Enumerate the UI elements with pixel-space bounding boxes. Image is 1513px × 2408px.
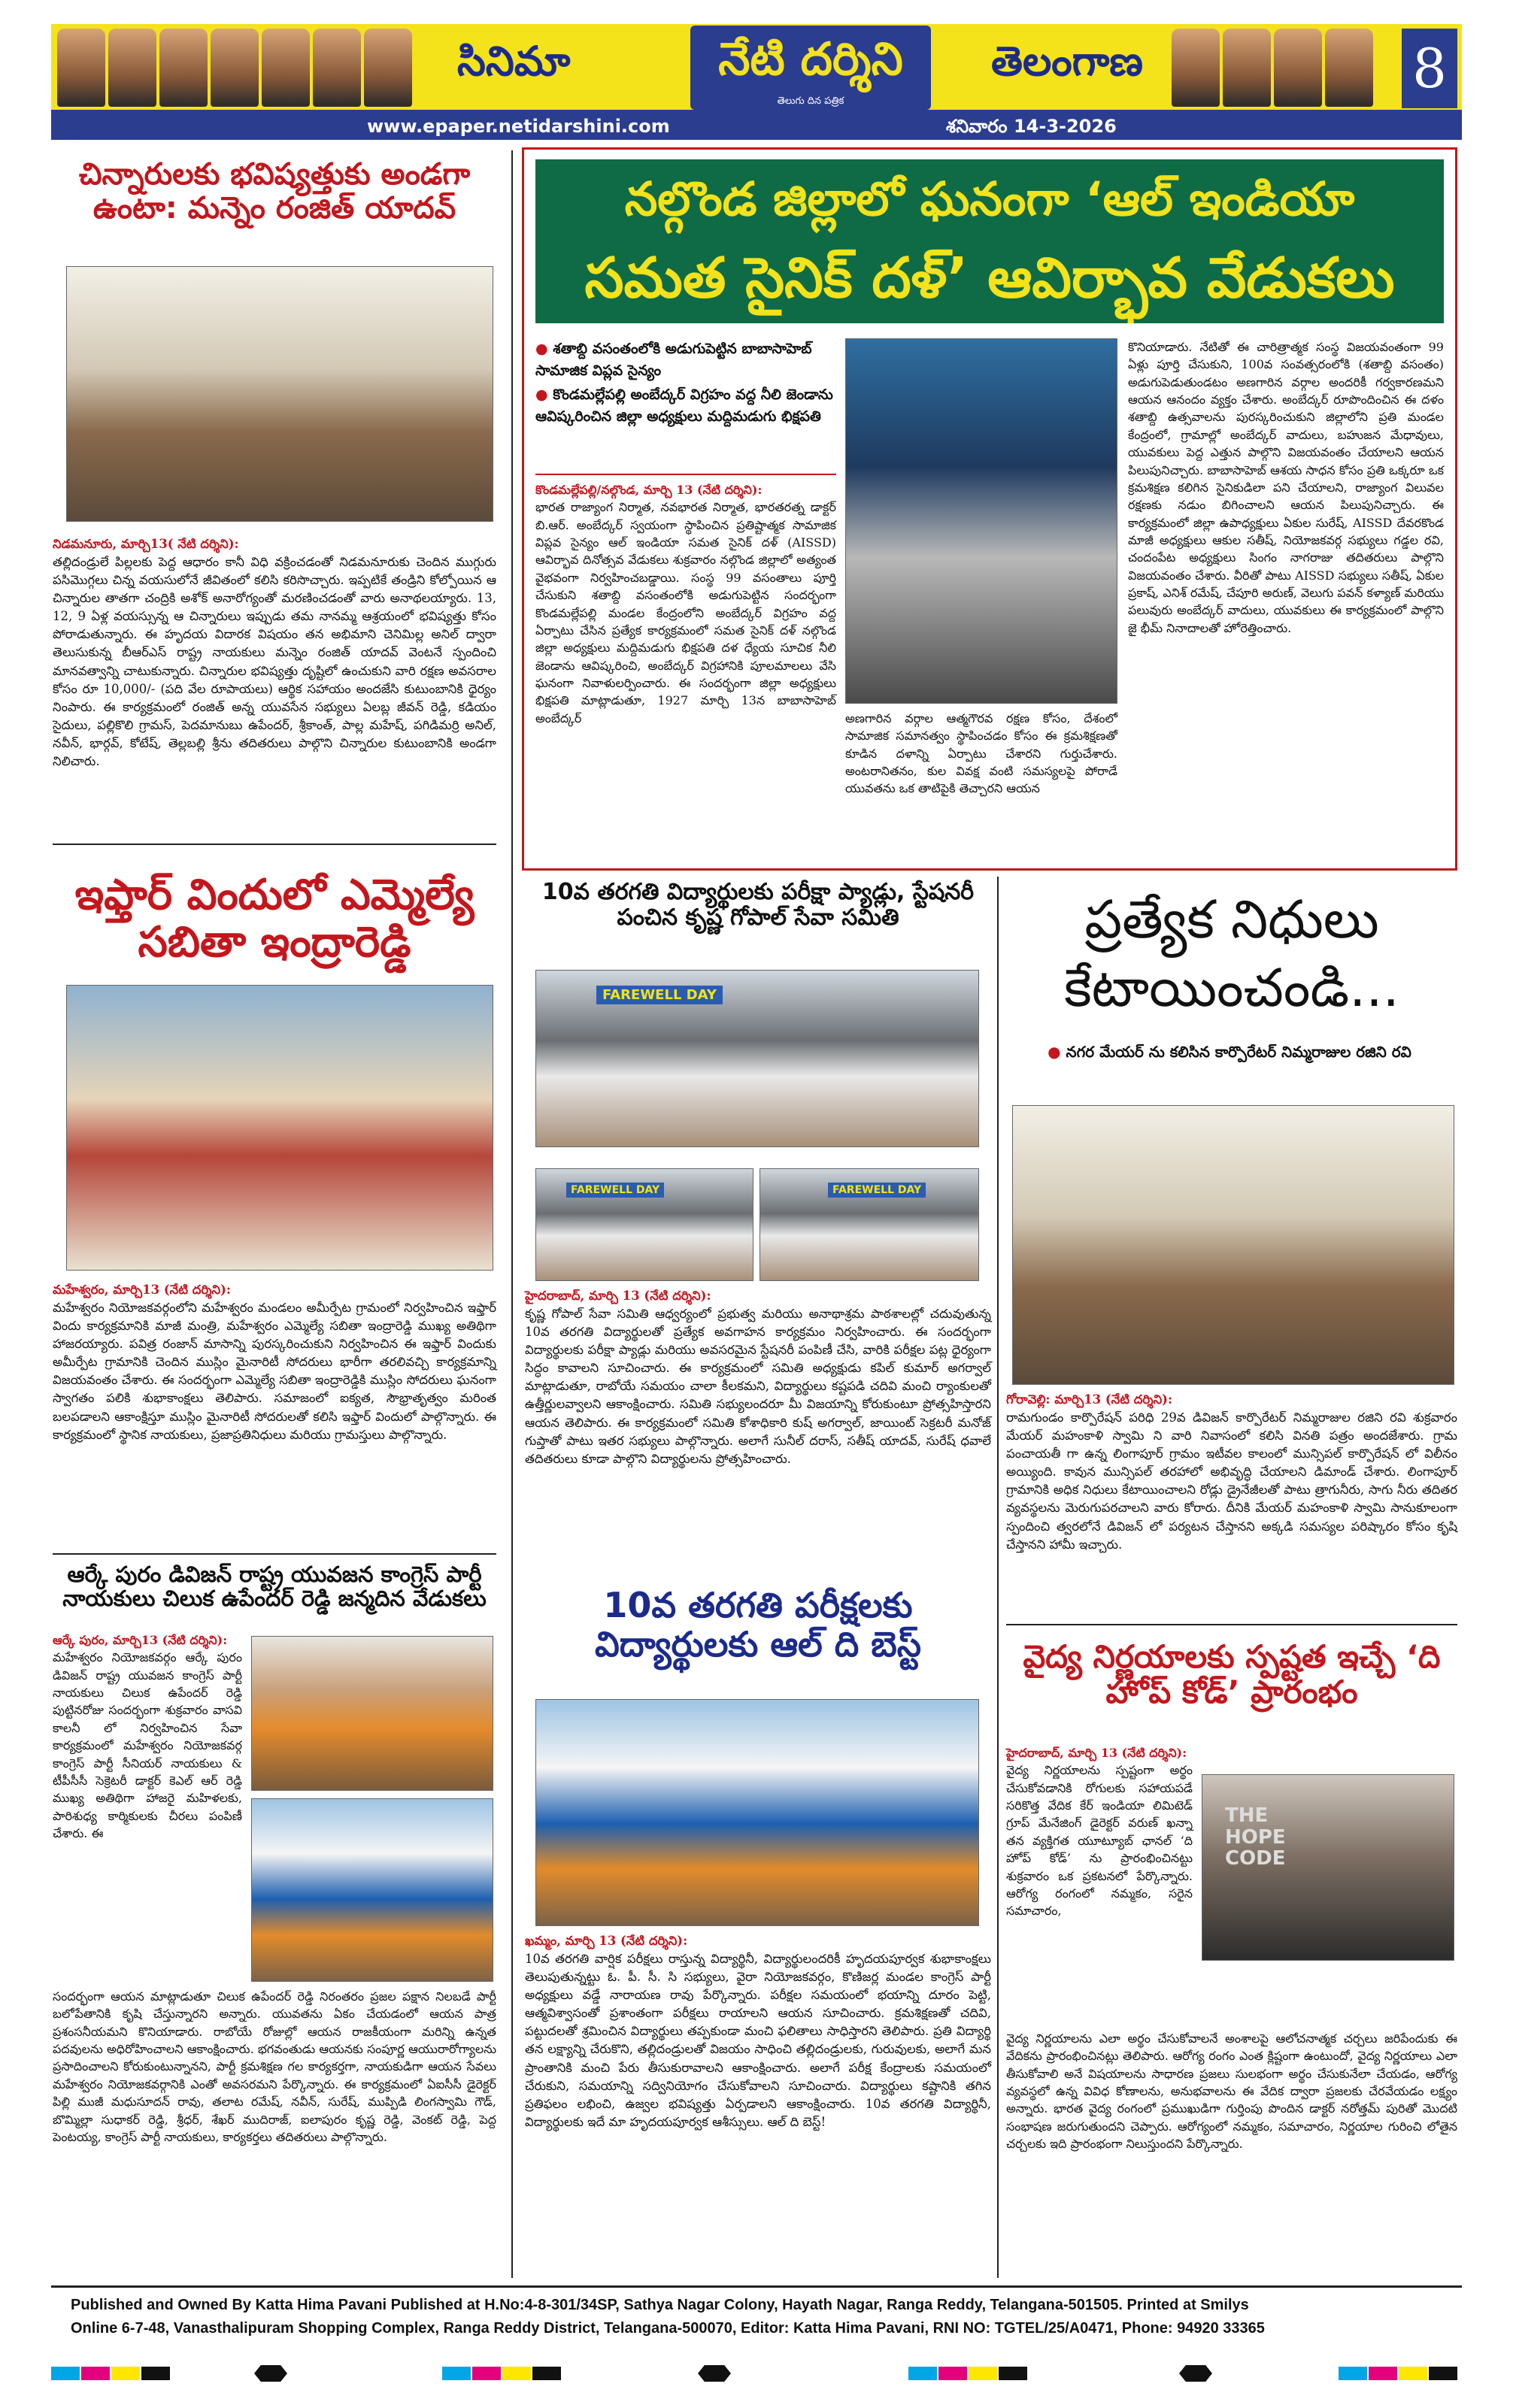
portrait-image (57, 29, 105, 107)
portrait-image (1274, 29, 1322, 107)
sub-point: ● కొండమల్లేపల్లి అంబేద్కర్ విగ్రహం వద్ద నీలి జెండాను ఆవిష్కరించిన జిల్లా అధ్యక్షులు మద్దిమడుగు భిక్షపతి (535, 386, 833, 425)
right-story2-headline: వైద్య నిర్ణయాలకు స్పష్టత ఇచ్చే ‘ది హోప్ కోడ్’ ప్రారంభం (1023, 1638, 1441, 1711)
website-url[interactable]: www.epaper.netidarshini.com (367, 116, 670, 137)
right-story2-photo (1202, 1774, 1454, 1961)
column-divider (511, 150, 513, 2278)
registration-diamond-icon (1179, 2365, 1212, 2382)
lead-headline-line2: సమత సైనిక్ దళ్’ ఆవిర్భావ వేడుకలు (584, 246, 1395, 310)
dateline: హైదరాబాద్, మార్చి 13 (నేటి దర్శిని): (1006, 1746, 1187, 1760)
lead-photo-caption: అణగారిన వర్గాల ఆత్మగౌరవ రక్షణ కోసం, దేశంలో సామాజిక సమానత్వం స్థాపించడం కోసం ఈ క్రమశిక్షణతో కూడిన దళాన్ని ఏర్పాటు చేశారని గుర్తుచేశారు. అంటరానితనం, కుల వివక్ష వంటి సమస్యలపై పోరాడే యువతను ఒక తాటిపైకి తెచ్చారని ఆయన (845, 711, 1117, 796)
bullet-icon: ● (535, 386, 548, 403)
right-story1-photo (1012, 1105, 1454, 1385)
portrait-image (262, 29, 310, 107)
mid-story2-body (525, 1932, 991, 2131)
black-swatch (141, 2367, 170, 2380)
farewell-banner: FAREWELL DAY (566, 1183, 664, 1198)
article-text: తల్లిదండ్రులే పిల్లలకు పెద్ద ఆధారం కానీ విధి వక్రించడంతో నిడమనూరుకు చెందిన ముగ్గురు పసిమొగ్గలు చిన్న వయసులోనే జీవితంలో కలిసి కరిసొచ్చారు. ఇప్పటికే తండ్రిని కోల్పోయిన ఆ చిన్నారుల తాతగా చంద్రికి అశోక్ అనారోగ్యంతో మరణించడంతో వారు అనాథలయ్యారు. 13, 12, 9 ఏళ్ల వయస్సున్న ఆ చిన్నారులు ఇప్పుడు తమ నానమ్మ ఆశ్రయంలో భవిష్యత్తు కోసం పోరాడుతున్నారు. ఈ హృదయ విదారక విషయం తన అభిమాని చెనిమిల్ల అనిల్ ద్వారా తెలుసుకున్న బీఆర్ఎస్ రాష్ట్ర నాయకులు మన్నెం రంజిత్ యాదవ్ వెంటనే స్పందించి మానవత్వాన్ని చాటుకున్నారు. చిన్నారుల భవిష్యత్తు దృష్టిలో ఉంచుకుని వారి రక్షణ అవసరాల కోసం రూ 10,000/- (పది వేల రూపాయలు) ఆర్థిక సహాయం అందజేసి కుటుంబానికి ధైర్యం నింపారు. ఈ కార్యక్రమంలో రంజిత్ అన్న యువసేన సభ్యులు ఏలబ్ల జీవన్ రెడ్డి, కడియం సైదులు, పల్లికొలి గ్రామస్, పెదమానుబు ఉపేందర్, శ్రీకాంత్, పాల్ల మహేష్, పగిడిమర్రి అనిల్, నవీన్, భార్గవ్, కోటేష్, తెల్లబల్లి శ్రీను తదితరులు పాల్గొని చిన్నారుల కుటుంబానికి అండగా నిలిచారు. (53, 555, 496, 768)
cyan-swatch (51, 2367, 80, 2380)
yellow-swatch (111, 2367, 140, 2380)
bullet-icon: ● (535, 341, 548, 357)
divider (1006, 1624, 1457, 1625)
dateline: ఖమ్మం, మార్చి 13 (నేటి దర్శిని): (525, 1934, 688, 1948)
left-story2-headline: ఇఫ్తార్ విందులో ఎమ్మెల్యే సబితా ఇంద్రారెడ్డి (74, 871, 475, 967)
farewell-banner: FAREWELL DAY (596, 986, 723, 1004)
left-story1-photo (66, 266, 493, 522)
dateline: నిడమనూరు, మార్చి13( నేటి దర్శిని): (53, 537, 239, 551)
mid-story2-photo (535, 1699, 979, 1926)
dateline: గోరావెల్లి: మార్చి13 (నేటి దర్శిని): (1006, 1392, 1173, 1407)
article-text: మహేశ్వరం నియోజకవర్గం ఆర్కే పురం డివిజన్ రాష్ట్ర యువజన కాంగ్రెస్ పార్టీ నాయకులు చిలుక ఉపేందర్ రెడ్డి పుట్టినరోజు సందర్భంగా శుక్రవారం వాసవి కాలనీ లో నిర్వహించిన సేవా కార్యక్రమంలో మహేశ్వరం నియోజకవర్గ కాంగ్రెస్ పార్టీ సీనియర్ నాయకులు & టీపీసీసీ సెక్రెటరీ డాక్టర్ కెఎల్ ఆర్ రెడ్డి ముఖ్య అతిథిగా హాజరై మహిళలకు, పారిశుధ్య కార్మికులకు చీరలు పంపిణీ చేశారు. ఈ (53, 1650, 242, 1840)
right-story1-subpoint: ● నగర మేయర్ ను కలిసిన కార్పొరేటర్ నిమ్మరాజుల రజిని రవి (1048, 1043, 1411, 1061)
black-swatch (1429, 2367, 1457, 2380)
mid-story1-photo-right (760, 1168, 979, 1281)
right-story2-body-narrow (1006, 1744, 1193, 1920)
lead-story-photo (845, 338, 1117, 704)
mid-story1-headline: 10వ తరగతి విద్యార్థులకు పరీక్షా ప్యాడ్లు, స్టేషనరీ పంచిన కృష్ణ గోపాల్ సేవా సమితి (541, 879, 975, 931)
magenta-swatch (81, 2367, 110, 2380)
article-text: రామగుండం కార్పొరేషన్ పరిధి 29వ డివిజన్ కార్పొరేటర్ నిమ్మరాజుల రజిని రవి శుక్రవారం మేయర్ మహంకాళి స్వామి ని వారి నివాసంలో కలిసి వినతి పత్రం అందజేశారు. గ్రామ పంచాయతీ గా ఉన్న లింగాపూర్ గ్రామం ఇటీవల కాలంలో మున్సిపల్ కార్పొరేషన్ లో విలీనం అయ్యింది. కావున మున్సిపల్ తరహాలో అభివృద్ధి చేయాలని డిమాండ్ చేశారు. లింగాపూర్ గ్రామానికి అధిక నిధులు కేటాయించాలని రోడ్లు డ్రైనేజీలతో పాటు త్రాగునీరు, సాగు నీరు తదితర వ్యవస్థలను మెరుగుపరచాలని వారు కోరారు. దీనికి మేయర్ మహంకాళి స్వామి సానుకూలంగా స్పందించి త్వరలోనే డివిజన్ లో పర్యటన చేస్తానని అక్కడి సమస్యల పరిష్కారం కోసం కృషి చేస్తానని హామీ ఇచ్చారు. (1006, 1410, 1457, 1552)
logo-tagline: తెలుగు దిన పత్రిక (777, 95, 844, 107)
left-story3-body-wide: సందర్భంగా ఆయన మాట్లాడుతూ చిలుక ఉపేందర్ రెడ్డి నిరంతరం ప్రజల పక్షాన నిలబడే పార్టీ బలోపేతానికి కృషి చేస్తున్నారని అన్నారు. యువతను ఏకం చేయడంలో ఆయన పాత్ర ప్రశంసనీయమని కొనియాడారు. రాబోయే రోజుల్లో ఆయన రాజకీయంగా మరిన్ని ఉన్నత పదవులను అధిరోహించాలని ఆకాంక్షించారు. భగవంతుడు ఆయనకు సంపూర్ణ ఆయురారోగ్యాలను ప్రసాదించాలని కోరుకుంటున్నానని, పార్టీ క్రమశిక్షణ గల కార్యకర్తగా, నాయకుడిగా ఆయన సేవలు మహేశ్వరం నియోజకవర్గానికి ఎంతో అవసరమని పేర్కొన్నారు. ఈ కార్యక్రమంలో ఏఐసీసీ డైరెక్టర్ పిల్లి ముజీ మధుసూదన్ రావు, తలాట రమేష్, నవీన్, సురేష్, ముప్పిడి లింగస్వామి గౌడ్, బొమ్మిల్లా సుధాకర్ రెడ్డి, శ్రీధర్, శేఖర్ ముదిరాజ్, ఐలాపురం కృష్ణ రెడ్డి, వెంకట్ రెడ్డి, పెద్ద పెంటయ్య, కాంగ్రెస్ పార్టీ నాయకులు, కార్యకర్తలు తదితరులు పాల్గొన్నారు. (53, 1989, 496, 2144)
portrait-image (159, 29, 208, 107)
article-text: వైద్య నిర్ణయాలను స్పష్టంగా అర్థం చేసుకోవడానికి రోగులకు సహాయపడే సరికొత్త వేదిక కేర్ ఇండియా లిమిటెడ్ గ్రూప్ మేనేజింగ్ డైరెక్టర్ వరుణ్ ఖన్నా తన వ్యక్తిగత యూట్యూబ్ ఛానల్ ‘ది హోప్ కోడ్’ ను ప్రారంభించినట్టు శుక్రవారం ఒక ప్రకటనలో పేర్కొన్నారు. ఆరోగ్య రంగంలో నమ్మకం, సరైన సమాచారం, (1006, 1763, 1193, 1919)
issue-date: శనివారం 14-3-2026 (946, 116, 1117, 137)
lead-headline-banner (535, 159, 1444, 323)
bullet-icon: ● (1048, 1043, 1061, 1061)
cyan-swatch (442, 2367, 471, 2380)
left-story2-photo (66, 985, 493, 1271)
left-story3-photo-bottom (251, 1798, 493, 1982)
yellow-swatch (1399, 2367, 1427, 2380)
newspaper-logo (690, 26, 931, 110)
divider (535, 474, 836, 475)
left-story1-headline: చిన్నారులకు భవిష్యత్తుకు అండగా ఉంటా: మన్నెం రంజిత్ యాదవ్ (78, 157, 471, 226)
left-story3-photo-top (251, 1636, 493, 1791)
article-text: కృష్ణ గోపాల్ సేవా సమితి ఆధ్వర్యంలో ప్రభుత్వ మరియు అనాథాశ్రమ పాఠశాలల్లో చదువుతున్న 10వ తరగతి విద్యార్థులతో ప్రత్యేక అవగాహన కార్యక్రమం నిర్వహించారు. ఈ సందర్భంగా విద్యార్థులకు పరీక్షా ప్యాడ్లు మరియు అవసరమైన స్టేషనరీ పంపిణీ చేసి, వారికి పరీక్షల పట్ల ధైర్యంగా సిద్ధం కావాలని సూచించారు. ఈ కార్యక్రమంలో సమితి అధ్యక్షుడు కపిల్ కుమార్ అగర్వాల్ మాట్లాడుతూ, రాబోయే సమయం చాలా కీలకమని, విద్యార్థులు కష్టపడి చదివి మంచి ర్యాంకులతో ఉత్తీర్ణులవ్వాలని ఆకాంక్షించారు. సమితి సభ్యులందరూ మీ విజయాన్ని కోరుకుంటూ ప్రోత్సహిస్తారని ఆయన తెలిపారు. ఈ కార్యక్రమంలో సమితి కోశాధికారి కుష్ అగర్వాల్, జాయింట్ సెక్రటరీ మనోజ్ గుప్తాతో పాటు ఇతర సభ్యులు పాల్గొన్నారు. అలాగే సునీల్ దరాస్, సతీష్ యాదవ్, సురేష్ ధవాలే తదితరులు కూడా పాల్గొని విద్యార్థులను ప్రోత్సహించారు. (525, 1307, 991, 1466)
left-story3-body-narrow (53, 1631, 242, 1842)
mid-story2-headline: 10వ తరగతి పరీక్షలకు విద్యార్థులకు ఆల్ ది బెస్ట్ (595, 1585, 921, 1664)
right-story2-body-wide: వైద్య నిర్ణయాలను ఎలా అర్థం చేసుకోవాలనే అంశాలపై ఆలోచనాత్మక చర్చలు జరిపేందుకు ఈ వేదికను ప్రారంభించినట్లు తెలిపారు. ఆరోగ్య రంగం ఎంత క్లిష్టంగా ఉంటుందో, వైద్య నిర్ణయాలు ఎలా తీసుకోవాలి అనే విషయాలను సాధారణ ప్రజలు సులభంగా అర్థం చేసుకునేలా చేయడం, ఆరోగ్య వ్యవస్థలో ఉన్న వివిధ కోణాలను, అనుభవాలను ఈ వేదిక ద్వారా ప్రజలకు చేరవేయడం లక్ష్యం అన్నారు. భారత వైద్య రంగంలో ప్రముఖుడిగా గుర్తింపు పొందిన డాక్టర్ నరోత్తమ్ పురితో మొదటి సంభాషణ జరుగుతుందని చెప్పారు. ఆరోగ్యంలో నమ్మకం, సమాచారం, నిర్ణయాల గురించి లోతైన చర్చలకు ఇది ప్రారంభంగా నిలుస్తుందని పేర్కొన్నారు. (1006, 2031, 1457, 2152)
article-text: భారత రాజ్యాంగ నిర్మాత, నవభారత నిర్మాత, భారతరత్న డాక్టర్ బి.ఆర్. అంబేద్కర్ స్వయంగా స్థాపించిన ప్రతిష్టాత్మక సామాజిక విప్లవ సైన్యం ఆల్ ఇండియా సమత సైనిక్ దళ్ (AISSD) ఆవిర్భావ దినోత్సవ వేడుకలు శుక్రవారం నల్గొండ జిల్లాలో అత్యంత వైభవంగా నిర్వహించబడ్డాయి. సంస్థ 99 వసంతాలు పూర్తి చేసుకుని శతాబ్ది వసంతంలోకి అడుగుపెట్టిన సందర్భంగా కొండమల్లేపల్లి మండల కేంద్రంలోని అంబేద్కర్ విగ్రహం వద్ద ఏర్పాటు చేసిన ప్రత్యేక కార్యక్రమంలో సమత సైనిక్ దళ్ నల్గొండ జిల్లా అధ్యక్షులు మద్దిమడుగు భిక్షపతి దళ ధ్యేయ సూచిక నీలి జెండాను ఆవిష్కరించి, అంబేద్కర్ విగ్రహానికి పూలమాలలు వేసి ఘనంగా నివాళులర్పించారు. ఈ సందర్భంగా జిల్లా అధ్యక్షులు భిక్షపతి మాట్లాడుతూ, 1927 మార్చి 13న బాబాసాహెబ్ అంబేద్కర్ (535, 500, 836, 725)
divider (53, 1553, 496, 1555)
mid-story1-body (525, 1287, 991, 1468)
portrait-image (1223, 29, 1271, 107)
mid-story1-photo-main (535, 970, 979, 1147)
black-swatch (532, 2367, 561, 2380)
cyan-swatch (908, 2367, 937, 2380)
magenta-swatch (472, 2367, 501, 2380)
portrait-image (364, 29, 412, 107)
sub-point: ● శతాబ్ది వసంతంలోకి అడుగుపెట్టిన బాబాసాహెబ్ సామాజిక విప్లవ సైన్యం (535, 341, 812, 379)
yellow-swatch (502, 2367, 531, 2380)
portrait-image (1172, 29, 1220, 107)
section-label-cinema: సినిమా (457, 38, 571, 85)
hope-code-sign: THE HOPE CODE (1225, 1804, 1286, 1870)
left-story3-headline: ఆర్కే పురం డివిజన్ రాష్ట్ర యువజన కాంగ్రెస్ పార్టీ నాయకులు చిలుక ఉపేందర్ రెడ్డి జన్మదిన వేడుకలు (62, 1561, 487, 1612)
lead-col1-body (535, 481, 836, 727)
masthead (51, 24, 1462, 113)
dateline: ఆర్కే పురం, మార్చి13 (నేటి దర్శిని): (53, 1633, 228, 1647)
farewell-banner: FAREWELL DAY (828, 1183, 926, 1198)
mid-story1-photo-left (535, 1168, 753, 1281)
section-label-telangana: తెలంగాణ (991, 38, 1144, 85)
portrait-image (1325, 29, 1373, 107)
left-story2-body (53, 1281, 496, 1444)
portrait-image (313, 29, 361, 107)
registration-marks (51, 2367, 1462, 2389)
column-divider (997, 877, 999, 2278)
yellow-swatch (969, 2367, 997, 2380)
imprint-footer (51, 2285, 1462, 2353)
logo-text: నేటి దర్శిని (718, 33, 903, 86)
dateline: మహేశ్వరం, మార్చి13 (నేటి దర్శిని): (53, 1283, 232, 1297)
imprint-line: Online 6-7-48, Vanasthalipuram Shopping Complex, Ranga Reddy District, Telangana-500070, Editor: Katta Hima Pavani, RNI NO: TGTEL/25/A0471, Phone: 94920 33365 (71, 2320, 1265, 2337)
article-text: 10వ తరగతి వార్షిక పరీక్షలు రాస్తున్న విద్యార్థినీ, విద్యార్థులందరికీ హృదయపూర్వక శుభాకాంక్షలు తెలుపుతున్నట్టు ఓ. పీ. సీ. సి సభ్యులు, వైరా నియోజకవర్గం, కొణిజర్ల మండల కాంగ్రెస్ పార్టీ అధ్యక్షులు వడ్డే నారాయణ రావు పేర్కొన్నారు. పరీక్షల సమయంలో భయాన్ని దూరం పెట్టి, ఆత్మవిశ్వాసంతో ప్రశాంతంగా పరీక్షలు రాయాలని ఆయన సూచించారు. క్రమశిక్షణతో చదివి, పట్టుదలతో శ్రమించిన విద్యార్థులు తప్పకుండా మంచి ఫలితాలు సాధిస్తారని తెలిపారు. ప్రతి విద్యార్థి తన లక్ష్యాన్ని చేరుకొని, తల్లిదండ్రులతో విజయం సాధించి తల్లిదండ్రులకు, గురువులకు, అలాగే మన ప్రాంతానికి మంచి పేరు తీసుకురావాలని ఆకాంక్షించారు. అలాగే పరీక్ష కేంద్రాలకు సమయంలో చేరుకుని, సమయాన్ని సద్వినియోగం చేసుకోవాలని సూచించారు. విద్యార్థులు కష్టానికి తగిన ప్రతిఫలం లభించి, ఉజ్వల భవిష్యత్తు ఏర్పడాలని ఆకాంక్షించారు. 10వ తరగతి విద్యార్థినీ, విద్యార్థులకు ఇదే మా హృదయపూర్వక ఆశీస్సులు. ఆల్ ది బెస్ట్! (525, 1952, 991, 2129)
lead-sub-points (535, 338, 836, 427)
left-story1-body (53, 535, 496, 771)
page-number: 8 (1402, 29, 1457, 108)
lead-col3-body: కొనియాడారు. నేటితో ఈ చారిత్రాత్మక సంస్థ విజయవంతంగా 99 ఏళ్లు పూర్తి చేసుకుని, 100వ సంవత్సరంలోకి (శతాబ్ది వసంతం) అడుగుపెడుతుండటం అణగారిన వర్గాల అందరికీ గర్వకారణమని ఆయన ఆనందం వ్యక్తం చేశారు. అంబేద్కర్ రూపొందించిన ఈ దళం శతాబ్ది ఉత్సవాలను పురస్కరించుకుని జిల్లాలోని ప్రతి మండల కేంద్రంలో, గ్రామాల్లో అంబేద్కర్ వాదులు, బహుజన మేధావులు, యువకులు పెద్ద ఎత్తున పాల్గొని విజయవంతం చేయాలని ఆయన పిలుపునిచ్చారు. బాబాసాహెబ్ ఆశయ సాధన కోసం ప్రతి ఒక్కరూ ఒక క్రమశిక్షణ కలిగిన సైనికుడిలా పని చేయాలని, రాజ్యాంగ విలువల రక్షణకు నడుం బిగించాలని ఆయన పిలుపునిచ్చారు. ఈ కార్యక్రమంలో జిల్లా ఉపాధ్యక్షులు ఏకుల సురేష్, AISSD దేవరకొండ మాజీ అధ్యక్షులు ఆకుల సతీష్, నియోజకవర్గ సభ్యులు గడ్డల రవి, చందంపేట అధ్యక్షులు సింగం నాగరాజు తదితరులు పాల్గొని విజయవంతం చేశారు. వీరితో పాటు AISSD సభ్యులు సతీష్, ఏకుల ప్రకాష్, ఎనిశ్ రమేష్, చేపూరి అరుణ్, వెలుగు పవన్ కళ్యాణ్ మరియు పలువురు అంబేద్కర్ వాదులు, యువకులు ఈ కార్యక్రమంలో పాల్గొని జై భీమ్ నినాదాలతో హోరెత్తించారు. (1128, 340, 1444, 635)
right-story1-headline: ప్రత్యేక నిధులు కేటాయించండి... (1064, 889, 1399, 1019)
portrait-image (211, 29, 259, 107)
magenta-swatch (938, 2367, 967, 2380)
magenta-swatch (1369, 2367, 1397, 2380)
lead-headline-line1: నల్గొండ జిల్లాలో ఘనంగా ‘ఆల్ ఇండియా (624, 171, 1355, 226)
divider (53, 844, 496, 845)
dateline: కొండమల్లేపల్లి/నల్గొండ, మార్చి 13 (నేటి దర్శిని): (535, 483, 763, 497)
right-story1-body (1006, 1391, 1457, 1554)
registration-diamond-icon (698, 2365, 731, 2382)
cyan-swatch (1339, 2367, 1367, 2380)
masthead-subbar (51, 113, 1462, 140)
article-text: మహేశ్వరం నియోజకవర్గంలోని మహేశ్వరం మండలం అమీర్పేట గ్రామంలో నిర్వహించిన ఇఫ్తార్ విందు కార్యక్రమానికి మాజీ మంత్రి, మహేశ్వరం ఎమ్మెల్యే సబితా ఇంద్రారెడ్డి ముఖ్య అతిథిగా హాజరయ్యారు. పవిత్ర రంజాన్ మాసాన్ని పురస్కరించుకుని నిర్వహించిన ఈ ఇఫ్తార్ విందుకు అమీర్పేట గ్రామానికి చెందిన ముస్లిం మైనారిటీ సోదరులు భారీగా తరలివచ్చి కార్యక్రమాన్ని విజయవంతం చేశారు. ఈ సందర్భంగా ఎమ్మెల్యే సబితా ఇంద్రారెడ్డికి ముస్లిం సోదరులు ఘనంగా స్వాగతం పలికి శుభాకాంక్షలు తెలిపారు. సమాజంలో ఐక్యత, సౌభ్రాతృత్వం మరింత బలపడాలని ఆకాంక్షిస్తూ ముస్లిం మైనారిటీ సోదరులతో కలిసి ఇఫ్తార్ విందులో పాల్గొన్నారు. ఈ కార్యక్రమంలో స్థానిక నాయకులు, ప్రజాప్రతినిధులు మరియు గ్రామస్తులు పాల్గొన్నారు. (53, 1301, 496, 1442)
dateline: హైదరాబాద్, మార్చి 13 (నేటి దర్శిని): (525, 1289, 711, 1303)
registration-diamond-icon (254, 2365, 287, 2382)
black-swatch (999, 2367, 1027, 2380)
portrait-image (108, 29, 156, 107)
imprint-line: Published and Owned By Katta Hima Pavani Published at H.No:4-8-301/34SP, Sathya Nagar Colony, Hayath Nagar, Ranga Reddy, Telangana-501505. Printed at Smilys (71, 2297, 1249, 2313)
